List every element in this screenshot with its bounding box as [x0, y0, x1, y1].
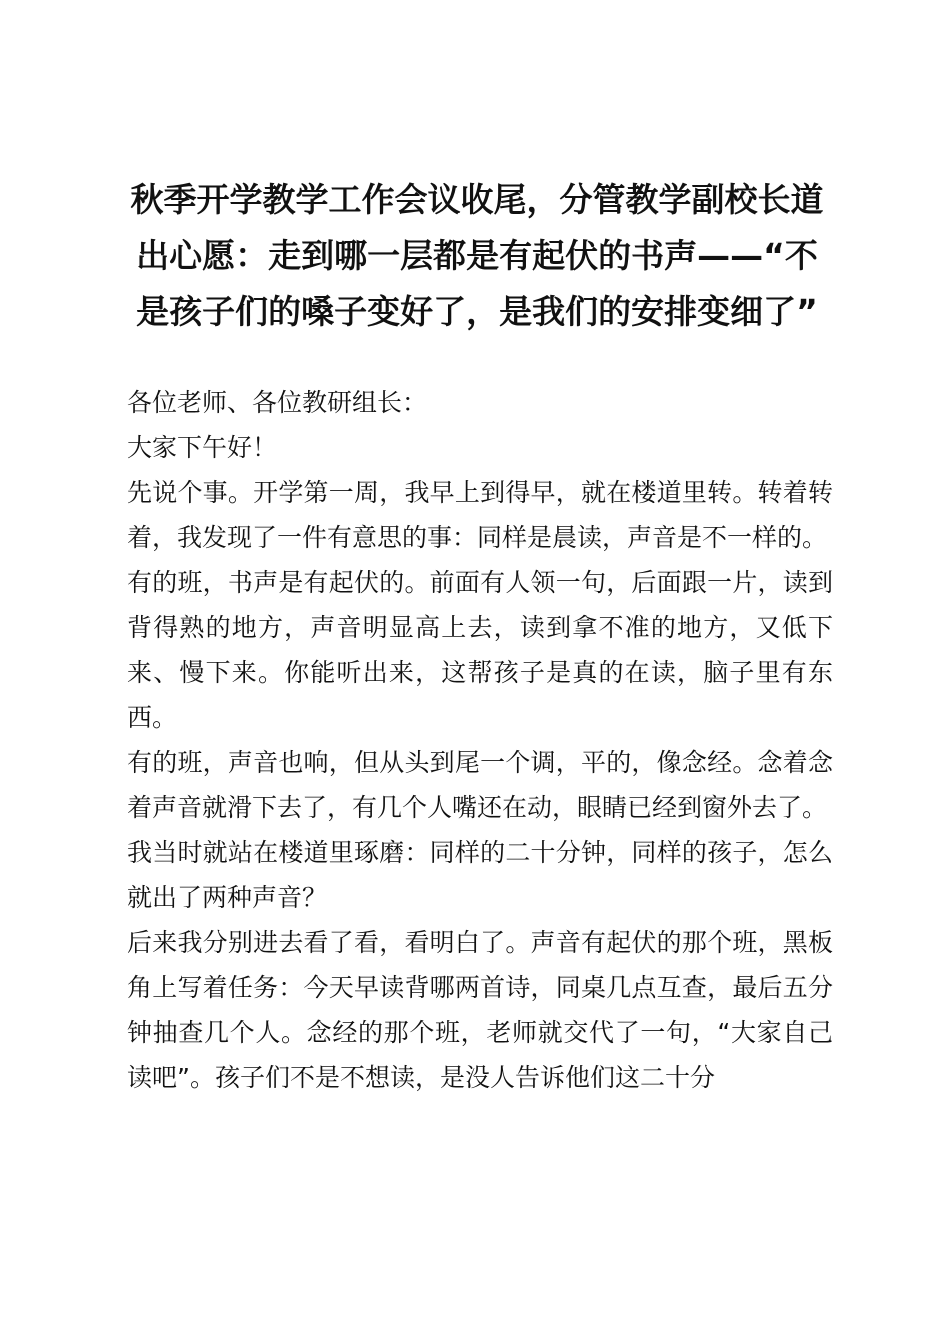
document-body: [127, 380, 833, 1100]
greeting: 大家下午好！: [127, 433, 278, 462]
paragraph: 有的班，书声是有起伏的。前面有人领一句，后面跟一片，读到背得熟的地方，声音明显高上去，读到拿不准的地方，又低下来、慢下来。你能听出来，这帮孩子是真的在读，脑子里有东西。: [127, 568, 833, 732]
paragraph: 后来我分别进去看了看，看明白了。声音有起伏的那个班，黑板角上写着任务：今天早读背哪两首诗，同桌几点互查，最后五分钟抽查几个人。念经的那个班，老师就交代了一句，“大家自己读吧”。孩子们不是不想读，是没人告诉他们这二十分: [127, 928, 833, 1092]
document-title: 秋季开学教学工作会议收尾，分管教学副校长道出心愿：走到哪一层都是有起伏的书声——“不是孩子们的嗓子变好了，是我们的安排变细了”: [130, 180, 824, 331]
paragraph: 先说个事。开学第一周，我早上到得早，就在楼道里转。转着转着，我发现了一件有意思的事：同样是晨读，声音是不一样的。: [127, 478, 833, 552]
paragraph: 有的班，声音也响，但从头到尾一个调，平的，像念经。念着念着声音就滑下去了，有几个人嘴还在动，眼睛已经到窗外去了。: [127, 748, 833, 822]
salutation: 各位老师、各位教研组长：: [127, 388, 428, 417]
paragraph: 我当时就站在楼道里琢磨：同样的二十分钟，同样的孩子，怎么就出了两种声音？: [127, 838, 833, 912]
